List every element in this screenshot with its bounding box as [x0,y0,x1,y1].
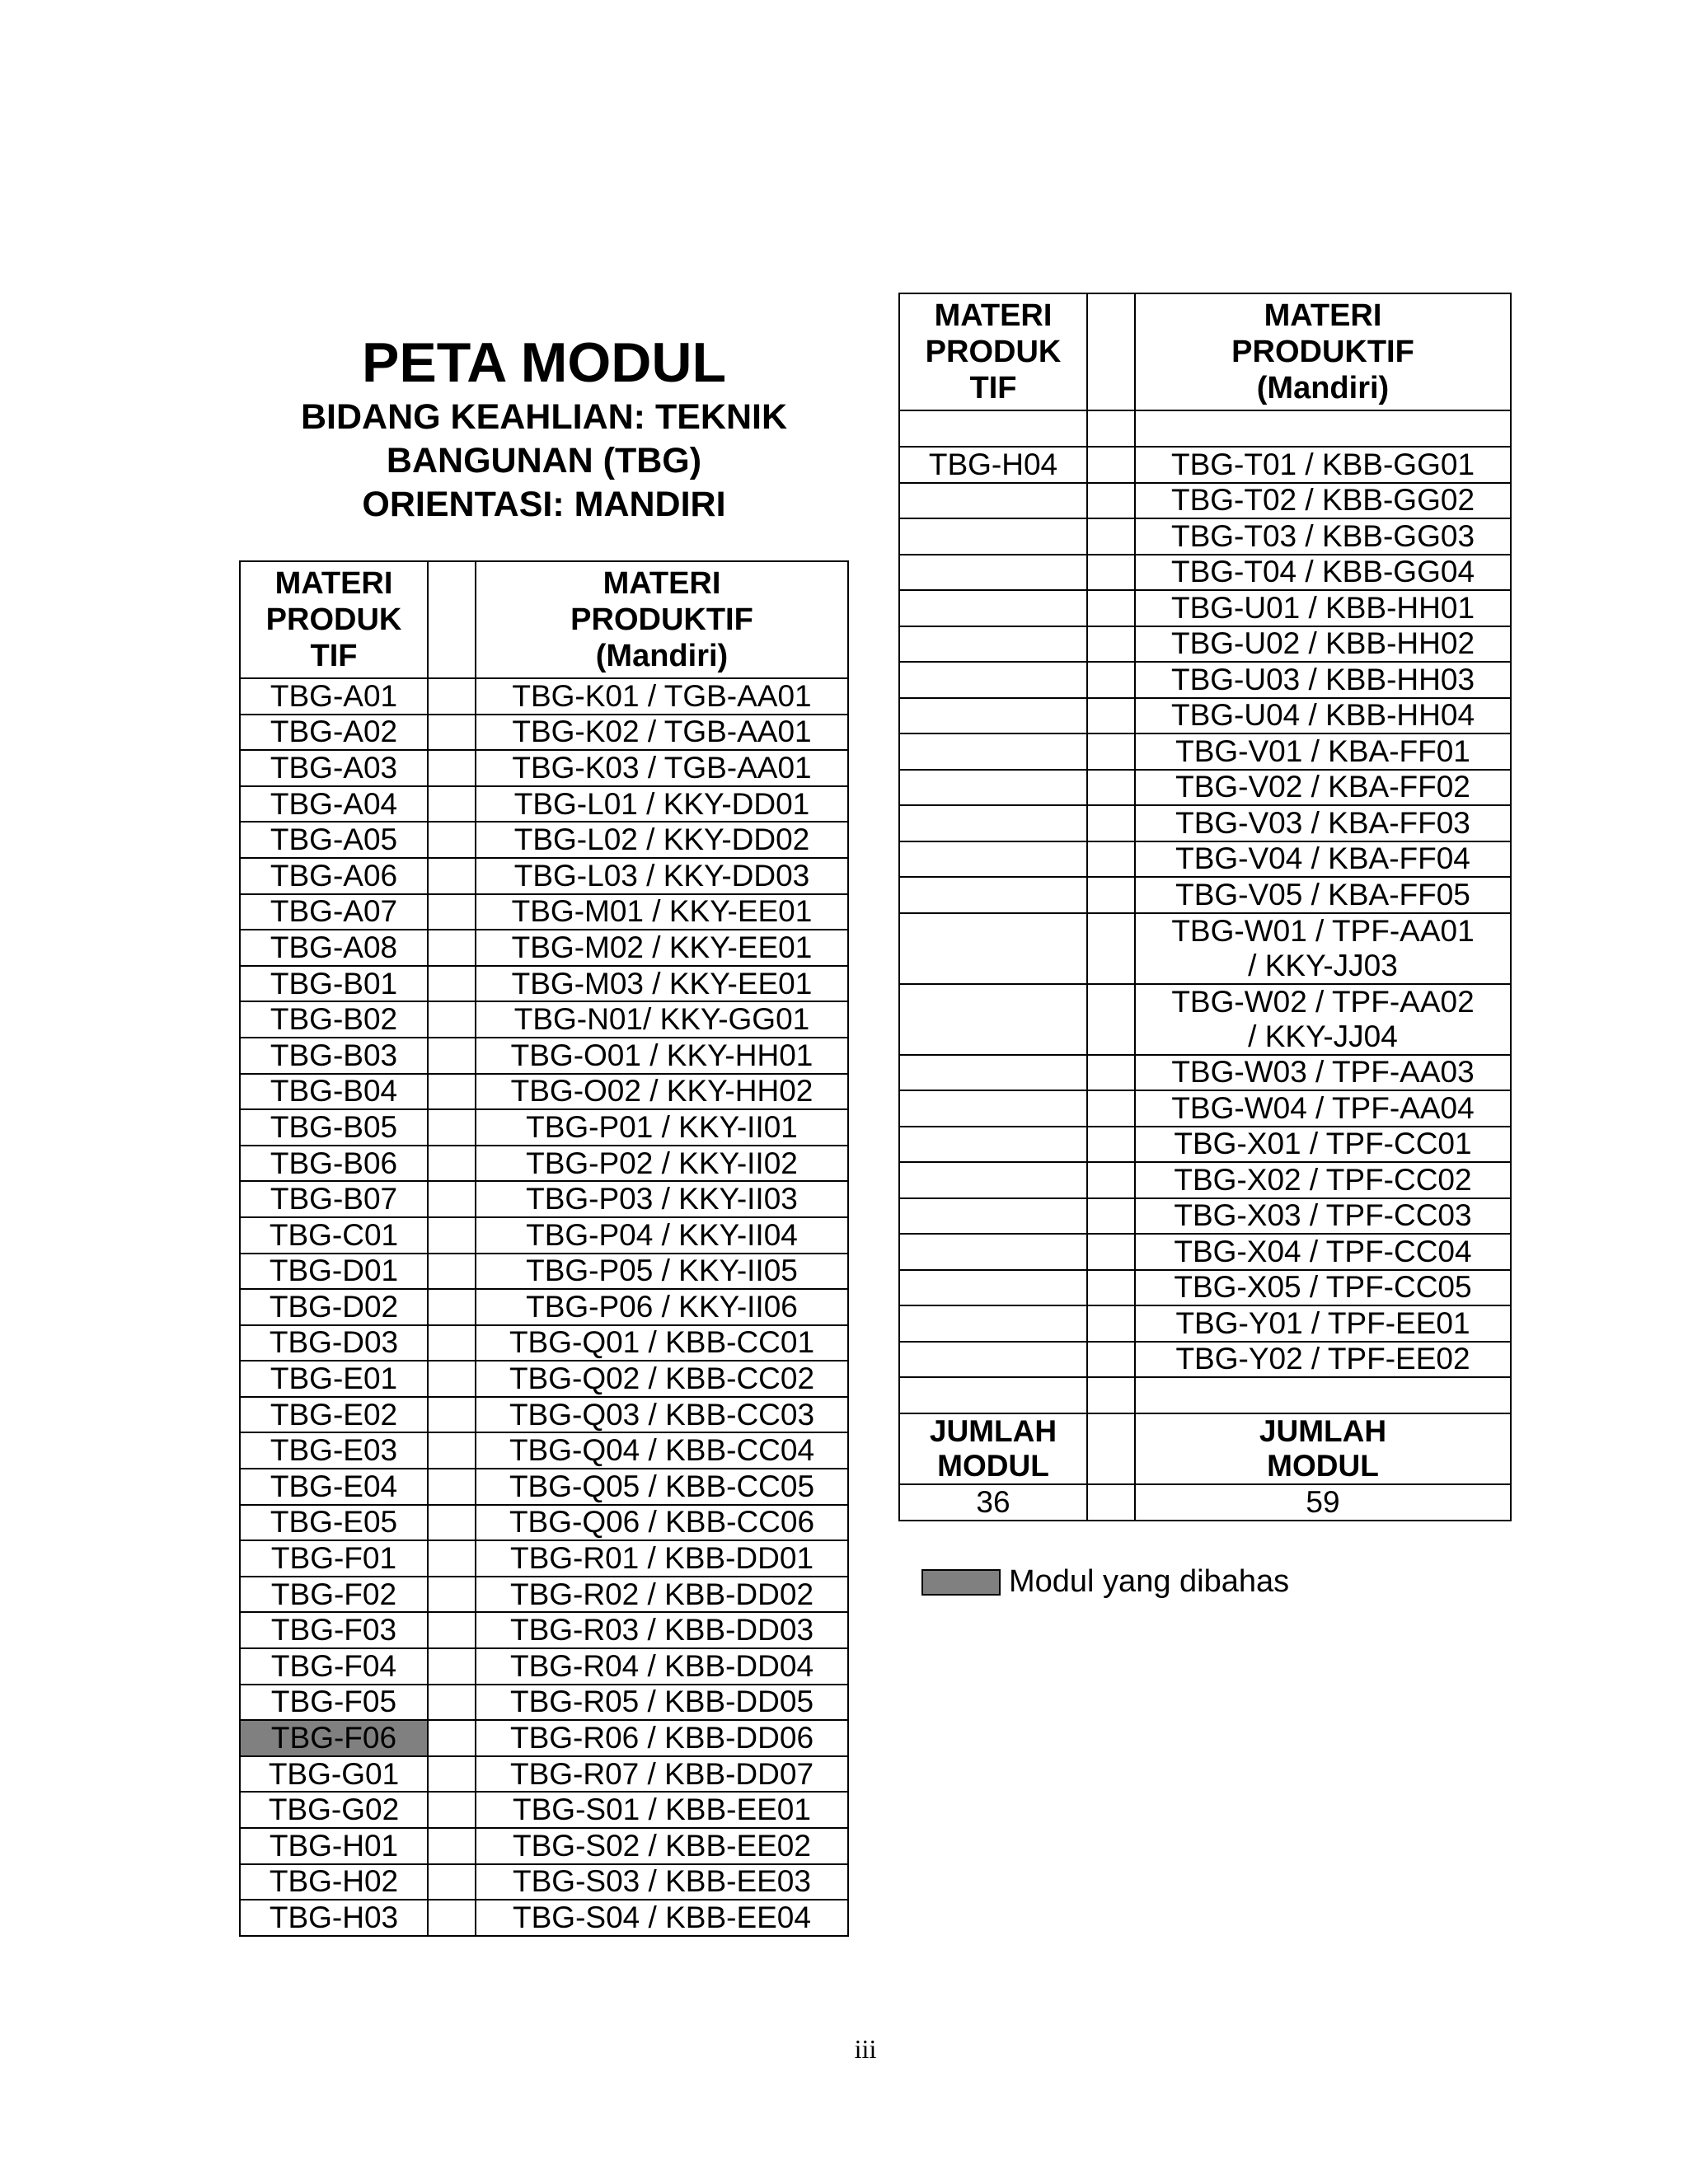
table-row [240,1254,848,1290]
spacer-cell [428,1432,476,1469]
table-row [240,1432,848,1469]
productive-module-cell: TBG-S04 / KBB-EE04 [476,1900,848,1936]
module-code-cell: TBG-F05 [240,1685,428,1721]
productive-module-cell: TBG-S01 / KBB-EE01 [476,1792,848,1828]
empty-cell [1087,410,1135,447]
productive-module-cell: TBG-V04 / KBA-FF04 [1135,841,1511,878]
table-row [240,786,848,823]
module-code-cell: TBG-F06 [240,1720,428,1756]
module-code-cell: TBG-F03 [240,1612,428,1648]
productive-module-cell: TBG-V05 / KBA-FF05 [1135,877,1511,913]
table-row [240,930,848,966]
table-row [899,805,1511,841]
spacer-cell [428,1900,476,1936]
module-code-cell: TBG-A05 [240,822,428,858]
productive-module-cell: TBG-P01 / KKY-II01 [476,1109,848,1146]
spacer-cell [1087,913,1135,984]
legend-label: Modul yang dibahas [1009,1564,1290,1599]
header-materi-produktif: MATERI PRODUK TIF [899,293,1087,410]
module-code-cell: TBG-E02 [240,1397,428,1433]
productive-module-cell: TBG-W03 / TPF-AA03 [1135,1055,1511,1091]
spacer-cell [428,1612,476,1648]
module-code-cell [899,1234,1087,1270]
table-row [899,1055,1511,1091]
module-code-cell [899,555,1087,591]
table-row [240,1038,848,1074]
module-code-cell: TBG-F04 [240,1648,428,1685]
table-row [240,894,848,930]
spacer-cell [1087,662,1135,698]
spacer-cell [428,858,476,894]
module-map-table-right [898,293,1512,1521]
module-code-cell: TBG-E05 [240,1505,428,1541]
table-row [899,1305,1511,1342]
spacer-cell [428,930,476,966]
module-code-cell [899,1162,1087,1198]
table-row [240,1469,848,1505]
module-code-cell: TBG-A07 [240,894,428,930]
header-materi-produktif: MATERI PRODUK TIF [240,561,428,678]
spacer-cell [428,1792,476,1828]
spacer-cell [428,1001,476,1038]
productive-module-cell: TBG-R07 / KBB-DD07 [476,1756,848,1793]
module-code-cell: TBG-B04 [240,1074,428,1110]
module-code-cell [899,841,1087,878]
table-row [899,447,1511,483]
spacer-cell [1087,590,1135,626]
table-row [899,518,1511,555]
spacer-cell [1087,1198,1135,1235]
spacer-cell [428,1217,476,1254]
productive-module-cell: TBG-V01 / KBA-FF01 [1135,733,1511,770]
spacer-cell [428,1756,476,1793]
productive-module-cell: TBG-K03 / TGB-AA01 [476,750,848,786]
table-row [899,1342,1511,1378]
table-row [240,1505,848,1541]
table-row [240,1001,848,1038]
productive-module-cell: TBG-U03 / KBB-HH03 [1135,662,1511,698]
module-code-cell [899,1127,1087,1163]
spacer-cell [428,1109,476,1146]
productive-module-cell: TBG-L03 / KKY-DD03 [476,858,848,894]
module-code-cell [899,662,1087,698]
spacer-cell [428,1361,476,1397]
productive-module-cell: TBG-Y02 / TPF-EE02 [1135,1342,1511,1378]
spacer-cell [1087,1270,1135,1306]
module-code-cell [899,913,1087,984]
productive-module-cell: TBG-R04 / KBB-DD04 [476,1648,848,1685]
spacer-cell [1087,984,1135,1055]
module-code-cell: TBG-B02 [240,1001,428,1038]
spacer-cell [1087,1342,1135,1378]
table-row [899,1127,1511,1163]
empty-cell [1087,1413,1135,1484]
table-row [899,1162,1511,1198]
table-row [240,1612,848,1648]
module-code-cell: TBG-B03 [240,1038,428,1074]
productive-module-cell: TBG-Q01 / KBB-CC01 [476,1325,848,1361]
spacer-cell [428,1469,476,1505]
productive-module-cell: TBG-V02 / KBA-FF02 [1135,770,1511,806]
module-code-cell: TBG-H04 [899,447,1087,483]
table-row [240,678,848,715]
module-code-cell: TBG-H01 [240,1828,428,1864]
module-code-cell: TBG-D02 [240,1289,428,1325]
table-row [899,1270,1511,1306]
jumlah-modul-label-left: JUMLAH MODUL [899,1413,1087,1484]
spacer-cell [1087,518,1135,555]
module-code-cell: TBG-G02 [240,1792,428,1828]
spacer-cell [428,1038,476,1074]
productive-module-cell: TBG-W02 / TPF-AA02 / KKY-JJ04 [1135,984,1511,1055]
spacer-cell [428,715,476,751]
page-number: iii [854,2034,877,2064]
productive-module-cell: TBG-P02 / KKY-II02 [476,1146,848,1182]
spacer-cell [428,1720,476,1756]
productive-module-cell: TBG-P05 / KKY-II05 [476,1254,848,1290]
spacer-cell [1087,626,1135,663]
table-row [240,1828,848,1864]
module-code-cell: TBG-F01 [240,1540,428,1577]
spacer-cell [428,678,476,715]
spacer-cell [428,1325,476,1361]
productive-module-cell: TBG-R03 / KBB-DD03 [476,1612,848,1648]
module-code-cell: TBG-A08 [240,930,428,966]
module-code-cell [899,626,1087,663]
table-row [240,1146,848,1182]
legend-swatch [921,1569,1001,1596]
empty-cell [899,1377,1087,1413]
productive-module-cell: TBG-T01 / KBB-GG01 [1135,447,1511,483]
module-code-cell [899,733,1087,770]
subtitle-line-1: BIDANG KEAHLIAN: TEKNIK [300,397,788,437]
table-row [240,1181,848,1217]
header-materi-produktif-mandiri: MATERI PRODUKTIF (Mandiri) [476,561,848,678]
productive-module-cell: TBG-L01 / KKY-DD01 [476,786,848,823]
productive-module-cell: TBG-N01/ KKY-GG01 [476,1001,848,1038]
table-row [899,590,1511,626]
spacer-cell [1087,555,1135,591]
module-code-cell: TBG-A06 [240,858,428,894]
empty-cell [1135,410,1511,447]
table-row [240,966,848,1002]
module-code-cell [899,483,1087,519]
spacer-cell [1087,447,1135,483]
module-code-cell: TBG-A01 [240,678,428,715]
empty-cell [1087,1484,1135,1521]
table-row [899,698,1511,734]
spacer-cell [428,1648,476,1685]
module-code-cell: TBG-A02 [240,715,428,751]
page-title: PETA MODUL [362,331,726,394]
spacer-cell [428,1540,476,1577]
productive-module-cell: TBG-Q06 / KBB-CC06 [476,1505,848,1541]
spacer-cell [1087,1234,1135,1270]
module-code-cell [899,1198,1087,1235]
spacer-cell [428,786,476,823]
spacer-cell [1087,733,1135,770]
productive-module-cell: TBG-P03 / KKY-II03 [476,1181,848,1217]
spacer-cell [1087,698,1135,734]
module-code-cell: TBG-A03 [240,750,428,786]
productive-module-cell: TBG-M02 / KKY-EE01 [476,930,848,966]
productive-module-cell: TBG-X05 / TPF-CC05 [1135,1270,1511,1306]
table-row [899,1090,1511,1127]
table-row [240,1217,848,1254]
spacer-cell [428,1146,476,1182]
productive-module-cell: TBG-R02 / KBB-DD02 [476,1577,848,1613]
productive-module-cell: TBG-U04 / KBB-HH04 [1135,698,1511,734]
module-code-cell: TBG-F02 [240,1577,428,1613]
productive-module-cell: TBG-R01 / KBB-DD01 [476,1540,848,1577]
header-materi-produktif-mandiri: MATERI PRODUKTIF (Mandiri) [1135,293,1511,410]
productive-module-cell: TBG-Q05 / KBB-CC05 [476,1469,848,1505]
header-spacer [1087,293,1135,410]
productive-module-cell: TBG-S03 / KBB-EE03 [476,1864,848,1900]
module-code-cell [899,1055,1087,1091]
spacer-cell [1087,805,1135,841]
productive-module-cell: TBG-U02 / KBB-HH02 [1135,626,1511,663]
productive-module-cell: TBG-V03 / KBA-FF03 [1135,805,1511,841]
spacer-cell [1087,1162,1135,1198]
module-code-cell: TBG-B01 [240,966,428,1002]
table-row [899,483,1511,519]
table-row [240,1397,848,1433]
spacer-cell [1087,483,1135,519]
module-code-cell [899,770,1087,806]
spacer-cell [428,1505,476,1541]
module-code-cell: TBG-D01 [240,1254,428,1290]
productive-module-cell: TBG-Q03 / KBB-CC03 [476,1397,848,1433]
spacer-cell [428,822,476,858]
spacer-cell [1087,841,1135,878]
spacer-cell [1087,877,1135,913]
table-row [899,877,1511,913]
module-code-cell [899,877,1087,913]
table-row [899,1198,1511,1235]
productive-module-cell: TBG-R06 / KBB-DD06 [476,1720,848,1756]
table-row [899,662,1511,698]
productive-module-cell: TBG-X01 / TPF-CC01 [1135,1127,1511,1163]
table-row [240,1361,848,1397]
module-code-cell: TBG-A04 [240,786,428,823]
productive-module-cell: TBG-T03 / KBB-GG03 [1135,518,1511,555]
spacer-cell [428,1864,476,1900]
module-code-cell [899,1342,1087,1378]
spacer-cell [1087,1127,1135,1163]
table-row [240,1792,848,1828]
table-row [240,1074,848,1110]
jumlah-modul-label-right: JUMLAH MODUL [1135,1413,1511,1484]
productive-module-cell: TBG-T04 / KBB-GG04 [1135,555,1511,591]
productive-module-cell: TBG-Q04 / KBB-CC04 [476,1432,848,1469]
module-code-cell: TBG-C01 [240,1217,428,1254]
module-code-cell: TBG-B05 [240,1109,428,1146]
empty-cell [899,410,1087,447]
productive-module-cell: TBG-W04 / TPF-AA04 [1135,1090,1511,1127]
spacer-cell [428,1289,476,1325]
module-code-cell: TBG-E03 [240,1432,428,1469]
legend [921,1564,1289,1600]
module-code-cell [899,1305,1087,1342]
table-row [240,1109,848,1146]
module-code-cell: TBG-D03 [240,1325,428,1361]
productive-module-cell: TBG-L02 / KKY-DD02 [476,822,848,858]
subtitle-line-3: ORIENTASI: MANDIRI [362,485,726,524]
productive-module-cell: TBG-Q02 / KBB-CC02 [476,1361,848,1397]
table-row [240,1720,848,1756]
header-spacer [428,561,476,678]
module-code-cell [899,1090,1087,1127]
spacer-cell [428,1577,476,1613]
productive-module-cell: TBG-X02 / TPF-CC02 [1135,1162,1511,1198]
module-code-cell [899,698,1087,734]
table-row [240,1685,848,1721]
productive-module-cell: TBG-M01 / KKY-EE01 [476,894,848,930]
spacer-cell [428,750,476,786]
productive-module-cell: TBG-R05 / KBB-DD05 [476,1685,848,1721]
table-row [240,1325,848,1361]
table-row [240,1900,848,1936]
spacer-cell [428,1181,476,1217]
table-row [240,822,848,858]
empty-cell [1087,1377,1135,1413]
spacer-cell [1087,1305,1135,1342]
module-code-cell [899,518,1087,555]
table-row [240,1289,848,1325]
table-row [240,1864,848,1900]
subtitle-line-2: BANGUNAN (TBG) [386,441,702,480]
productive-module-cell: TBG-U01 / KBB-HH01 [1135,590,1511,626]
table-row [899,555,1511,591]
spacer-cell [428,1685,476,1721]
table-row [240,1648,848,1685]
table-row [899,913,1511,984]
module-code-cell: TBG-B06 [240,1146,428,1182]
productive-module-cell: TBG-O02 / KKY-HH02 [476,1074,848,1110]
table-row [240,1756,848,1793]
module-code-cell: TBG-H02 [240,1864,428,1900]
total-right: 59 [1135,1484,1511,1521]
spacer-cell [428,1397,476,1433]
module-code-cell [899,1270,1087,1306]
module-code-cell: TBG-G01 [240,1756,428,1793]
module-code-cell: TBG-E04 [240,1469,428,1505]
productive-module-cell: TBG-O01 / KKY-HH01 [476,1038,848,1074]
spacer-cell [428,966,476,1002]
table-row [240,858,848,894]
spacer-cell [1087,1055,1135,1091]
spacer-cell [1087,1090,1135,1127]
productive-module-cell: TBG-X03 / TPF-CC03 [1135,1198,1511,1235]
spacer-cell [428,894,476,930]
productive-module-cell: TBG-K02 / TGB-AA01 [476,715,848,751]
table-row [899,1234,1511,1270]
total-left: 36 [899,1484,1087,1521]
spacer-cell [428,1254,476,1290]
productive-module-cell: TBG-P06 / KKY-II06 [476,1289,848,1325]
table-row [899,626,1511,663]
productive-module-cell: TBG-S02 / KBB-EE02 [476,1828,848,1864]
spacer-cell [428,1074,476,1110]
spacer-cell [428,1828,476,1864]
module-code-cell: TBG-H03 [240,1900,428,1936]
module-map-table-left [239,560,849,1937]
module-code-cell: TBG-B07 [240,1181,428,1217]
table-row [240,1577,848,1613]
productive-module-cell: TBG-T02 / KBB-GG02 [1135,483,1511,519]
productive-module-cell: TBG-Y01 / TPF-EE01 [1135,1305,1511,1342]
table-row [899,984,1511,1055]
productive-module-cell: TBG-X04 / TPF-CC04 [1135,1234,1511,1270]
productive-module-cell: TBG-K01 / TGB-AA01 [476,678,848,715]
productive-module-cell: TBG-W01 / TPF-AA01 / KKY-JJ03 [1135,913,1511,984]
module-code-cell [899,805,1087,841]
spacer-cell [1087,770,1135,806]
table-row [899,770,1511,806]
table-row [240,715,848,751]
table-row [240,1540,848,1577]
table-row [899,733,1511,770]
module-code-cell [899,590,1087,626]
module-code-cell: TBG-E01 [240,1361,428,1397]
title-block [239,330,849,527]
productive-module-cell: TBG-P04 / KKY-II04 [476,1217,848,1254]
table-row [899,841,1511,878]
table-row [240,750,848,786]
module-code-cell [899,984,1087,1055]
productive-module-cell: TBG-M03 / KKY-EE01 [476,966,848,1002]
empty-cell [1135,1377,1511,1413]
